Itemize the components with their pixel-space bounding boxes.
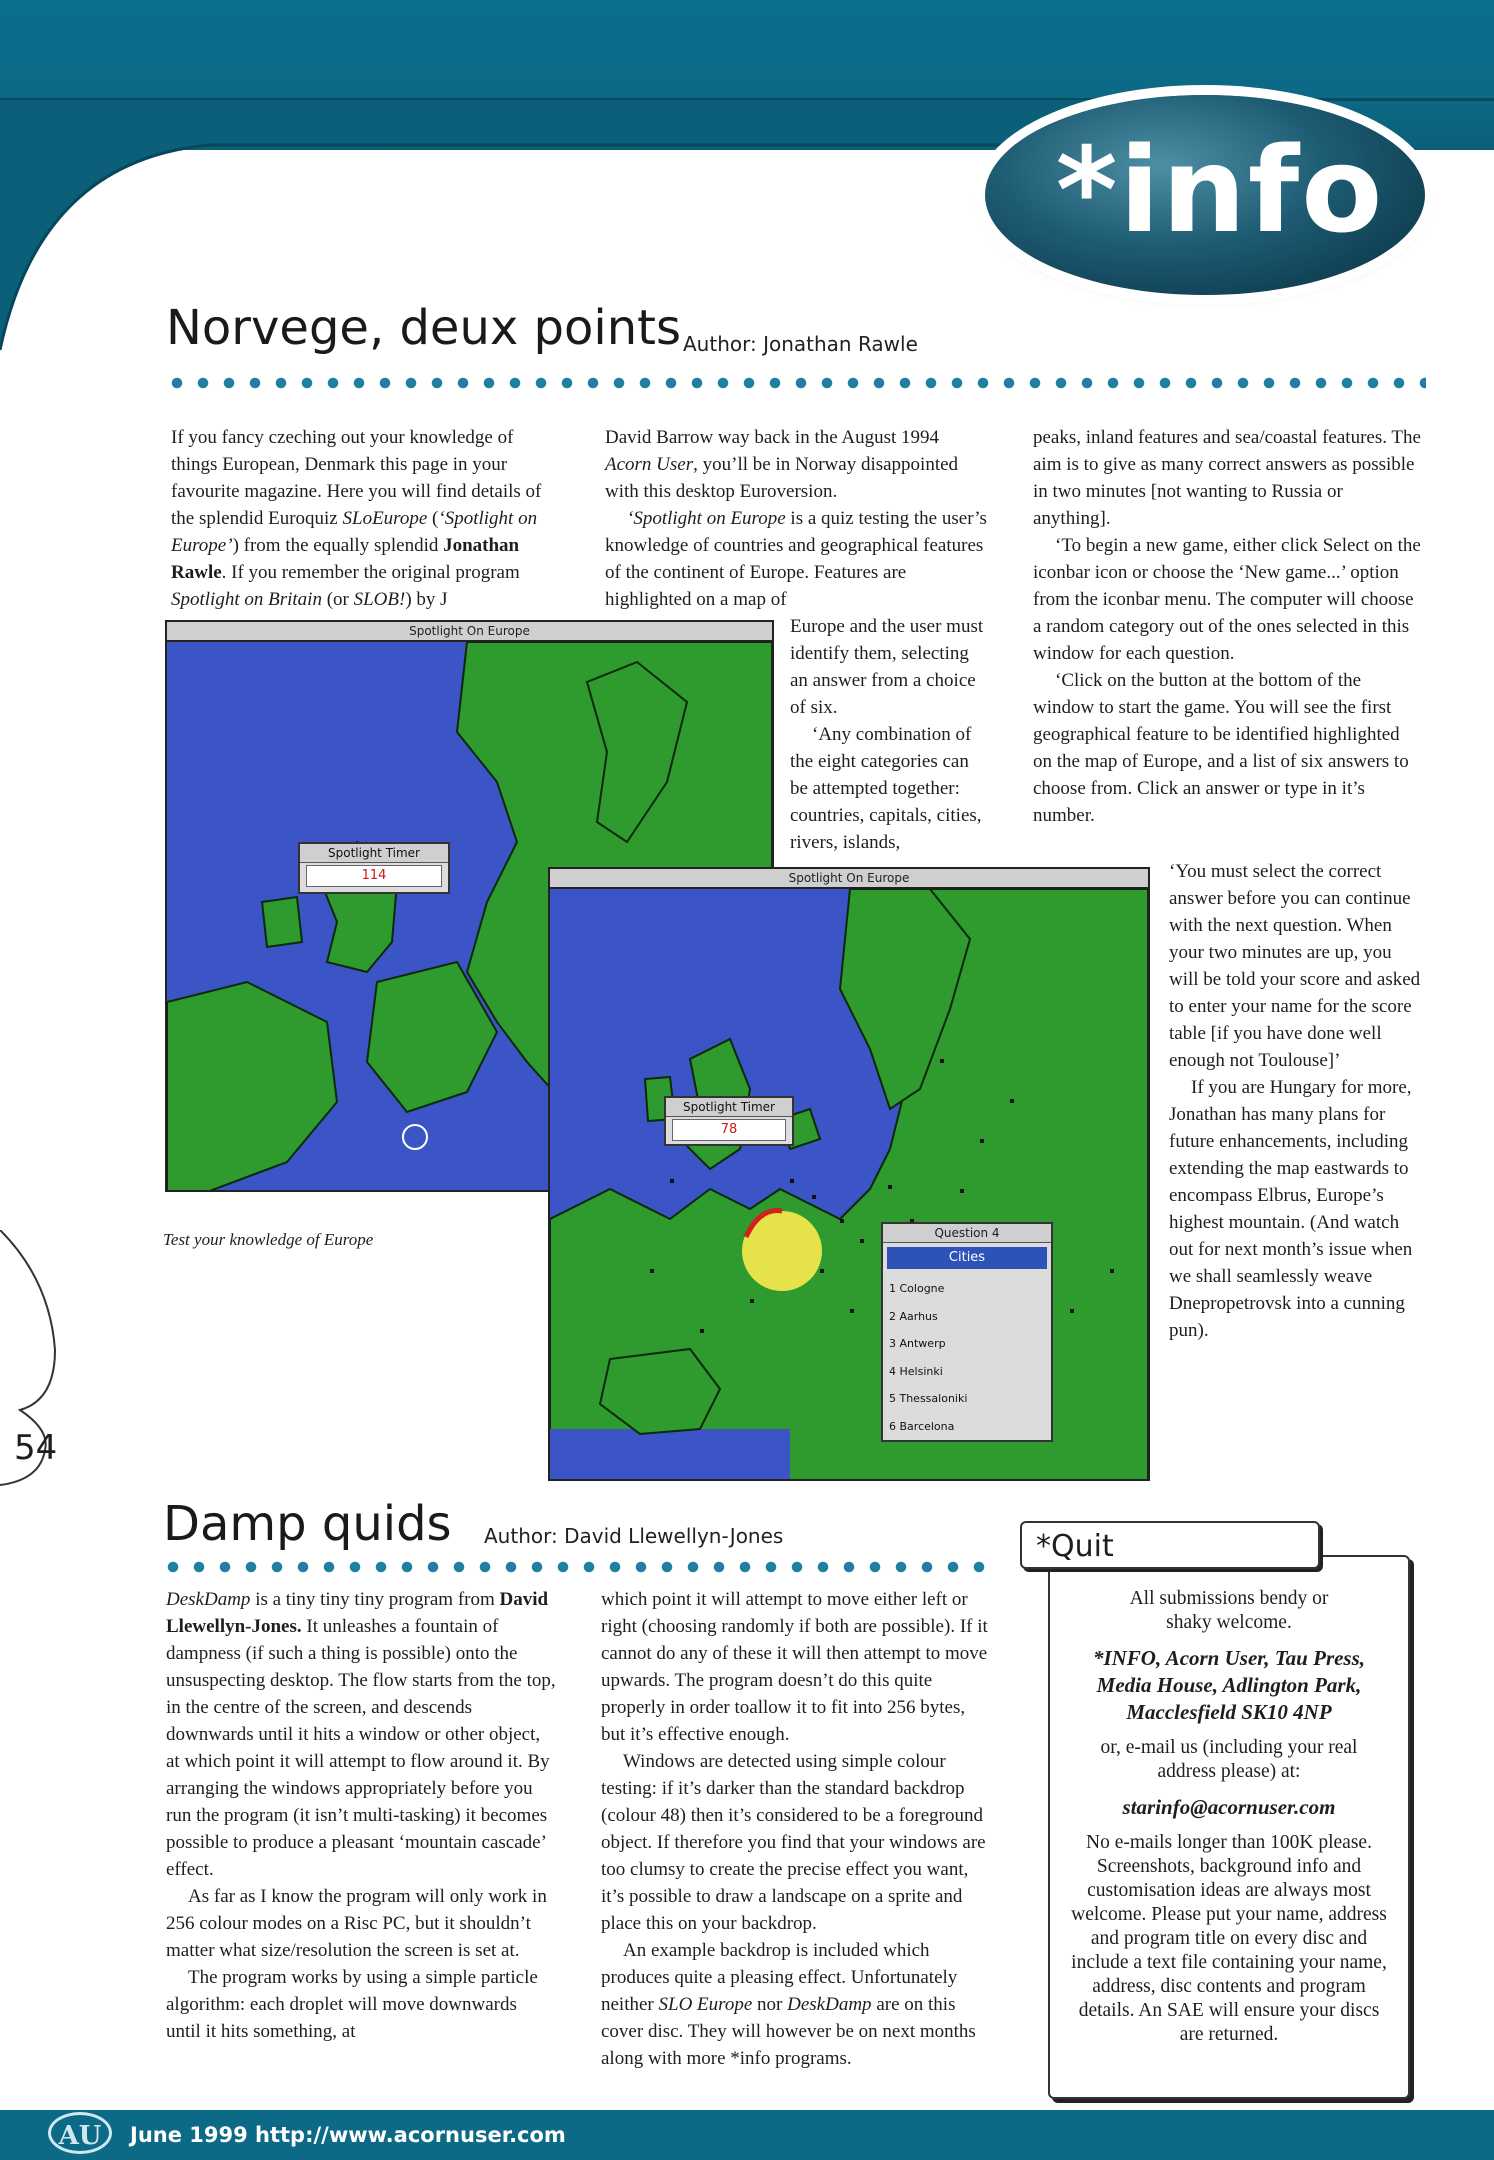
answer-option[interactable]: 3 Antwerp	[889, 1337, 946, 1350]
question-window	[881, 1222, 1053, 1442]
article2-author: Author: David Llewellyn-Jones	[484, 1524, 784, 1548]
back-window-title: Spotlight On Europe	[167, 622, 772, 642]
screenshot-front-window	[548, 867, 1150, 1481]
paragraph: Europe and the user must identify them, selecting an answer from a choice of six.	[790, 616, 984, 718]
europe-map-front	[550, 889, 1148, 1481]
article2-dot-rule	[160, 1559, 990, 1575]
front-timer-title: Spotlight Timer	[666, 1098, 792, 1117]
paragraph: ‘Spotlight on Europe is a quiz testing the user’s knowledge of countries and geographical features of the continent of Europe. Features are highlighted on a map of	[605, 508, 987, 610]
paragraph: As far as I know the program will only work in 256 colour modes on a Risc PC, but it shouldn’t matter what size/resolution the screen is set at.	[166, 1886, 547, 1961]
article1-col2	[605, 424, 990, 613]
question-title: Question 4	[883, 1224, 1051, 1243]
quit-email[interactable]: starinfo@acornuser.com	[1122, 1795, 1336, 1819]
article2-col1	[166, 1586, 556, 2045]
article1-author: Author: Jonathan Rawle	[683, 332, 918, 356]
answer-option[interactable]: 2 Aarhus	[889, 1309, 938, 1323]
paragraph: David Barrow way back in the August 1994 Acorn User, you’ll be in Norway disappointed with this desktop Euroversion.	[605, 427, 959, 502]
article1-col1	[171, 424, 556, 613]
back-timer-title: Spotlight Timer	[300, 844, 448, 863]
paragraph: Windows are detected using simple colour testing: if it’s darker than the standard backdrop (colour 48) then it’s considered to be a foreground object. If therefore you find that your windows are too clumsy to create the precise effect you want, it’s possible to draw a landscape on a sprite and place this on your backdrop.	[601, 1751, 986, 1934]
quit-line1: All submissions bendy or shaky welcome.	[1129, 1588, 1329, 1633]
paragraph: ‘Any combination of the eight categories can be attempted together: countries, capitals, cities, rivers, islands,	[790, 724, 982, 853]
paragraph: ‘Click on the button at the bottom of the window to start the game. You will see the first geographical feature to be identified highlighted on the map of Europe, and a list of six answers to choose from. Click an answer or type in it’s number.	[1033, 670, 1409, 826]
paragraph: If you are Hungary for more, Jonathan has many plans for future enhancements, including extending the map eastwards to encompass Elbrus, Europe’s highest mountain. (And watch out for next month’s issue when we shall seamlessly weave Dnepropetrovsk into a cunning pun).	[1169, 1077, 1413, 1341]
paragraph: If you fancy czeching out your knowledge of things European, Denmark this page in your favourite magazine. Here you will find details of the splendid Euroquiz SLoEurope (‘Spotlight on Europe’) from the equally splendid Jonathan Rawle. If you remember the original program Spotlight on Britain (or SLOB!) by J	[171, 427, 542, 610]
paragraph: which point it will attempt to move either left or right (choosing randomly if both are possible). If it cannot do any of these it will then attempt to move upwards. The program doesn’t do this quite properly in order toallow it to fit into 256 bytes, but it’s effective enough.	[601, 1589, 988, 1745]
screenshot-caption: Test your knowledge of Europe	[163, 1230, 374, 1249]
paragraph: An example backdrop is included which produces quite a pleasing effect. Unfortunately neither SLO Europe nor DeskDamp are on this cover disc. They will however be on next months along with more *info programs.	[601, 1940, 976, 2069]
question-category: Cities	[887, 1247, 1047, 1269]
article2-col2	[601, 1586, 991, 2072]
front-timer-value: 78	[672, 1119, 786, 1141]
paragraph: ‘To begin a new game, either click Select on the iconbar icon or choose the ‘New game...’ option from the iconbar menu. The computer will choose a random category out of the ones selected in this window for each question.	[1033, 535, 1421, 664]
article2-title: Damp quids	[163, 1496, 452, 1552]
answer-option[interactable]: 4 Helsinki	[889, 1364, 943, 1378]
back-timer-window	[298, 842, 450, 894]
quit-line3: No e-mails longer than 100K please. Screenshots, background info and customisation ideas are always most welcome. Please put your name, address and program title on every disc and include a text file containing your name, address, disc contents and program details. An SAE will ensure your discs are returned.	[1071, 1832, 1387, 2045]
quit-title: *Quit	[1020, 1521, 1320, 1569]
quit-line2: or, e-mail us (including your real address please) at:	[1100, 1737, 1358, 1782]
answer-option[interactable]: 5 Thessaloniki	[889, 1392, 968, 1405]
article1-dot-rule	[164, 375, 1426, 391]
quit-address: *INFO, Acorn User, Tau Press, Media House, Adlington Park, Macclesfield SK10 4NP	[1092, 1646, 1366, 1724]
paragraph: The program works by using a simple particle algorithm: each droplet will move downwards until it hits something, at	[166, 1967, 538, 2042]
info-logo: *info	[1055, 121, 1385, 259]
answer-option[interactable]: 1 Cologne	[889, 1282, 945, 1295]
answer-list	[883, 1275, 1051, 1440]
answer-option[interactable]: 6 Barcelona	[889, 1419, 955, 1433]
acorn-user-logo: AU	[48, 2112, 112, 2154]
paragraph: ‘You must select the correct answer before you can continue with the next question. When your two minutes are up, you will be told your score and asked to enter your name for the score table [if you have done well enough not Toulouse]’	[1169, 861, 1421, 1071]
article1-col2-wrap	[790, 613, 990, 856]
paragraph: peaks, inland features and sea/coastal features. The aim is to give as many correct answers as possible in two minutes [not wanting to Russia or anything].	[1033, 427, 1421, 529]
page-number: 54	[14, 1428, 58, 1468]
paragraph: DeskDamp is a tiny tiny tiny program from David Llewellyn-Jones. It unleashes a fountain of dampness (if such a thing is possible) onto the unsuspecting desktop. The flow starts from the top, in the centre of the screen, and descends downwards until it hits a window or other object, at which point it will attempt to flow around it. By arranging the windows appropriately before you run the program (it isn’t multi-tasking) it becomes possible to produce a pleasant ‘mountain cascade’ effect.	[166, 1589, 556, 1880]
quit-box	[1048, 1555, 1410, 2099]
back-timer-value: 114	[306, 865, 442, 887]
footer-text: June 1999 http://www.acornuser.com	[130, 2123, 566, 2147]
article1-col3	[1033, 424, 1423, 829]
front-window-title: Spotlight On Europe	[550, 869, 1148, 889]
front-timer-window	[664, 1096, 794, 1146]
article1-col3-wrap	[1169, 858, 1423, 1344]
article1-title: Norvege, deux points	[166, 300, 681, 356]
